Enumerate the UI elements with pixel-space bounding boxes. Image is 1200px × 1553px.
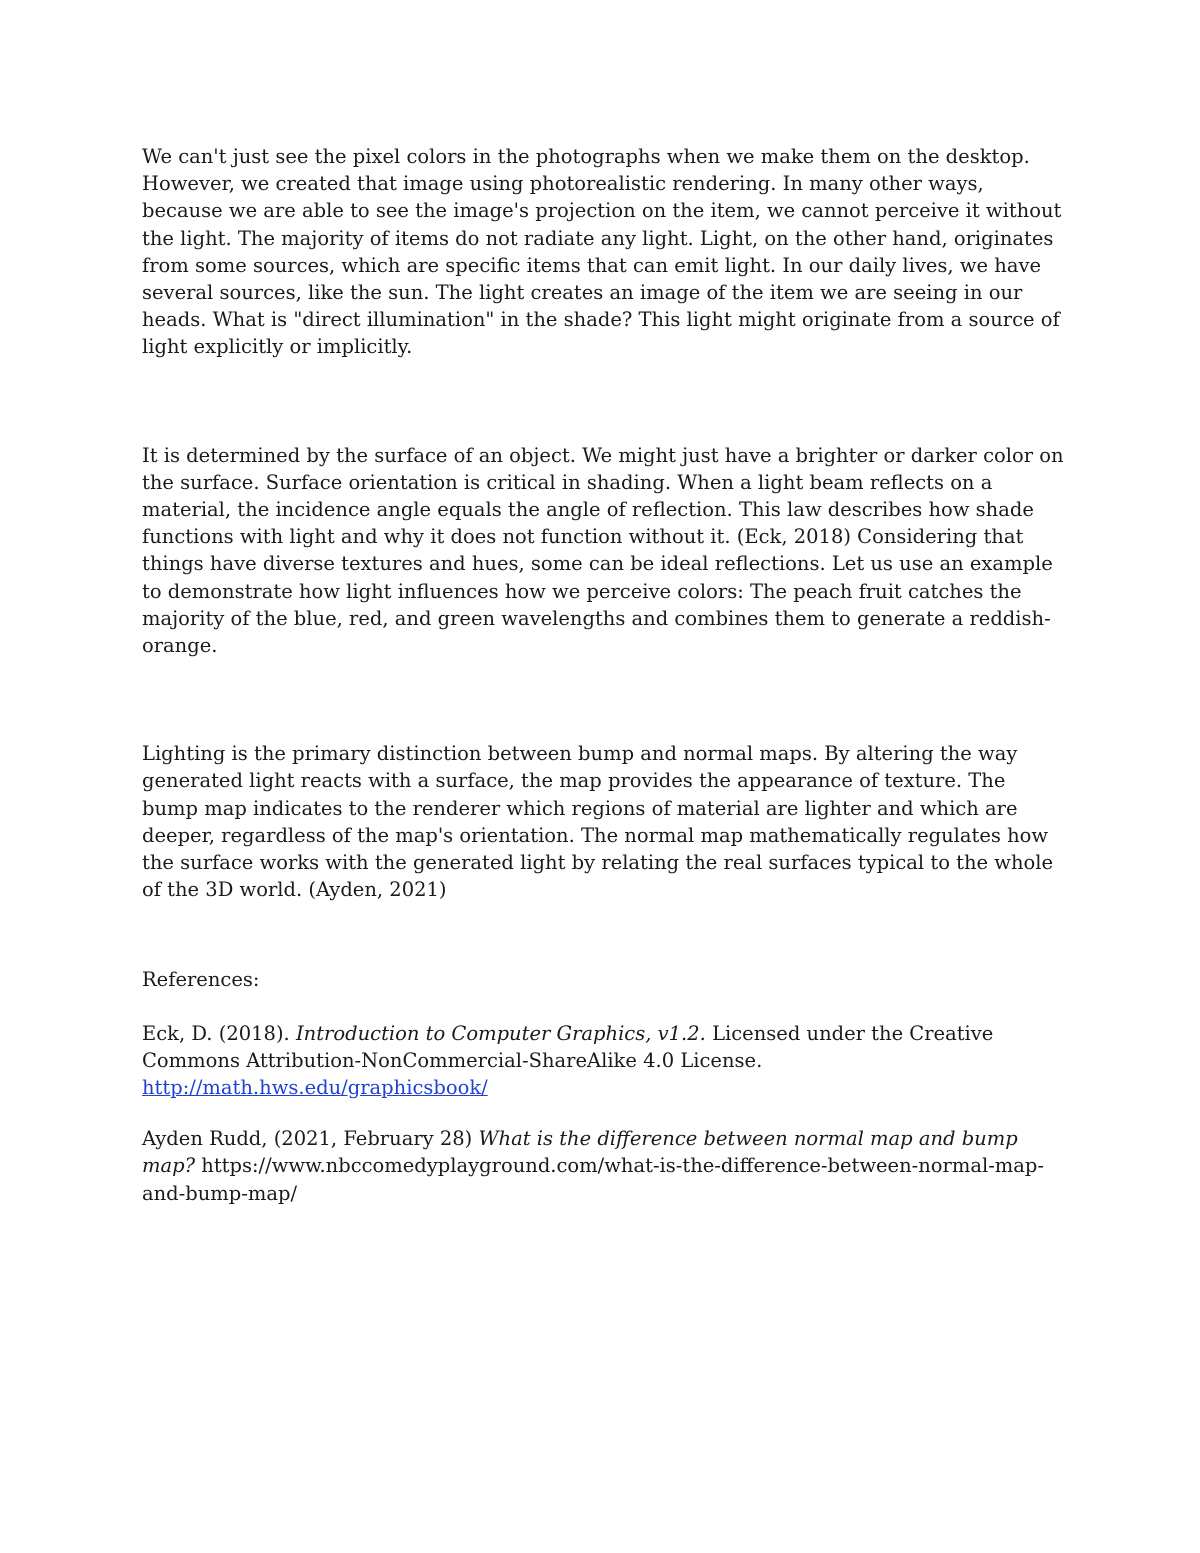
document-body [142, 143, 1067, 1231]
reference-entry-rudd [142, 1125, 1067, 1207]
reference-url: https://www.nbccomedyplayground.com/what-is-the-difference-between-normal-map-and-bump-map/ [142, 1154, 1044, 1205]
references-heading: References: [142, 968, 260, 992]
reference-author-date: Ayden Rudd, (2021, February 28) [142, 1127, 479, 1151]
reference-author-date: Eck, D. (2018). [142, 1021, 296, 1045]
reference-title: Introduction to Computer Graphics, v1.2. [295, 1021, 706, 1045]
body-paragraph-1: We can't just see the pixel colors in the photographs when we make them on the desktop. However, we created that image using photorealistic rendering. In many other ways, because we are able to see the image's projection on the item, we cannot perceive it without the light. The majority of items do not radiate any light. Light, on the other hand, originates from some sources, which are specific items that can emit light. In our daily lives, we have several sources, like the sun. The light creates an image of the item we are seeing in our heads. What is "direct illumination" in the shade? This light might originate from a source of light explicitly or implicitly. [142, 145, 1062, 359]
reference-entry-eck [142, 1020, 1067, 1102]
reference-link[interactable]: http://math.hws.edu/graphicsbook/ [142, 1076, 488, 1100]
reference-title: What is the difference between normal map and bump map? [142, 1127, 1018, 1178]
body-paragraph-3: Lighting is the primary distinction between bump and normal maps. By altering the way generated light reacts with a surface, the map provides the appearance of texture. The bump map indicates to the renderer which regions of material are lighter and which are deeper, regardless of the map's orientation. The normal map mathematically regulates how the surface works with the generated light by relating the real surfaces typical to the whole of the 3D world. (Ayden, 2021) [142, 742, 1054, 902]
reference-license: Licensed under the Creative Commons Attribution-NonCommercial-ShareAlike 4.0 License. [142, 1021, 994, 1072]
body-paragraph-2: It is determined by the surface of an object. We might just have a brighter or darker color on the surface. Surface orientation is critical in shading. When a light beam reflects on a material, the incidence angle equals the angle of reflection. This law describes how shade functions with light and why it does not function without it. (Eck, 2018) Considering that things have diverse textures and hues, some can be ideal reflections. Let us use an example to demonstrate how light influences how we perceive colors: The peach fruit catches the majority of the blue, red, and green wavelengths and combines them to generate a reddish-orange. [142, 443, 1064, 658]
